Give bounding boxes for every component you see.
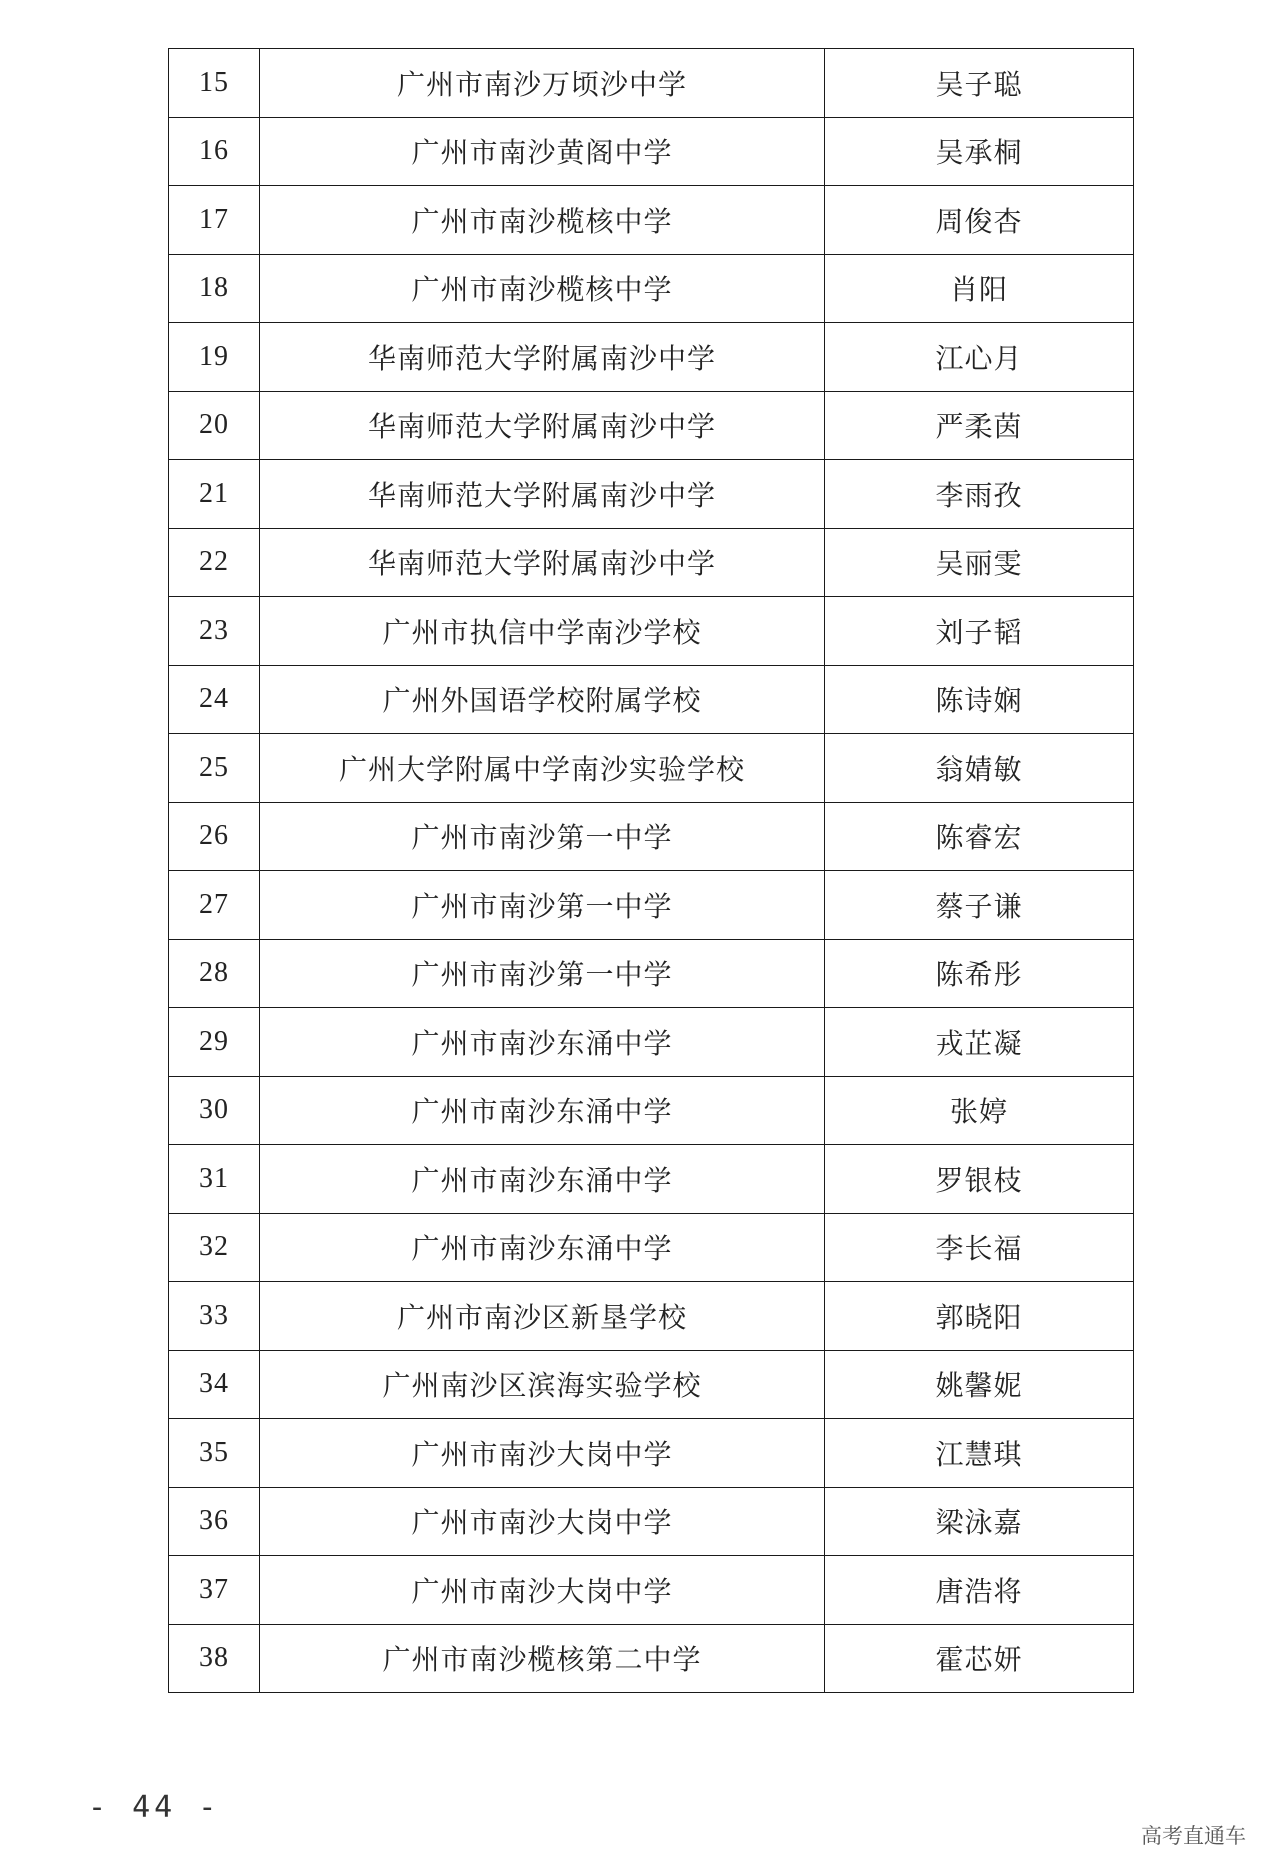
table-row [169, 460, 1134, 529]
row-number-cell: 31 [169, 1145, 260, 1214]
table-row [169, 1419, 1134, 1488]
student-name-cell: 戎芷凝 [825, 1008, 1134, 1077]
student-name-cell: 吴丽雯 [825, 528, 1134, 597]
student-name-cell: 张婷 [825, 1076, 1134, 1145]
row-number-cell: 21 [169, 460, 260, 529]
row-number-cell: 24 [169, 665, 260, 734]
student-name-cell: 翁婧敏 [825, 734, 1134, 803]
school-name-cell: 广州南沙区滨海实验学校 [260, 1350, 825, 1419]
table-row [169, 528, 1134, 597]
row-number-cell: 26 [169, 802, 260, 871]
student-name-cell: 陈诗娴 [825, 665, 1134, 734]
table-row [169, 1008, 1134, 1077]
school-name-cell: 华南师范大学附属南沙中学 [260, 460, 825, 529]
table-row [169, 1556, 1134, 1625]
table-row [169, 665, 1134, 734]
row-number-cell: 18 [169, 254, 260, 323]
table-row [169, 323, 1134, 392]
row-number-cell: 19 [169, 323, 260, 392]
student-name-cell: 罗银枝 [825, 1145, 1134, 1214]
school-name-cell: 广州市执信中学南沙学校 [260, 597, 825, 666]
row-number-cell: 29 [169, 1008, 260, 1077]
table-row [169, 939, 1134, 1008]
student-list-table [168, 48, 1134, 1693]
school-name-cell: 华南师范大学附属南沙中学 [260, 528, 825, 597]
row-number-cell: 36 [169, 1487, 260, 1556]
school-name-cell: 华南师范大学附属南沙中学 [260, 391, 825, 460]
table-row [169, 254, 1134, 323]
student-name-cell: 梁泳嘉 [825, 1487, 1134, 1556]
school-name-cell: 广州市南沙第一中学 [260, 802, 825, 871]
table-row [169, 1624, 1134, 1693]
school-name-cell: 广州市南沙东涌中学 [260, 1076, 825, 1145]
student-name-cell: 李长福 [825, 1213, 1134, 1282]
student-name-cell: 陈睿宏 [825, 802, 1134, 871]
row-number-cell: 25 [169, 734, 260, 803]
school-name-cell: 华南师范大学附属南沙中学 [260, 323, 825, 392]
school-name-cell: 广州市南沙东涌中学 [260, 1213, 825, 1282]
student-name-cell: 江慧琪 [825, 1419, 1134, 1488]
row-number-cell: 27 [169, 871, 260, 940]
student-name-cell: 姚馨妮 [825, 1350, 1134, 1419]
table-row [169, 49, 1134, 118]
row-number-cell: 22 [169, 528, 260, 597]
table-row [169, 1145, 1134, 1214]
row-number-cell: 34 [169, 1350, 260, 1419]
watermark: 高考直通车 [1141, 1824, 1246, 1848]
table-row [169, 391, 1134, 460]
row-number-cell: 28 [169, 939, 260, 1008]
page-number: - 44 - [88, 1790, 221, 1825]
row-number-cell: 20 [169, 391, 260, 460]
school-name-cell: 广州市南沙东涌中学 [260, 1145, 825, 1214]
student-name-cell: 周俊杏 [825, 186, 1134, 255]
table-row [169, 186, 1134, 255]
school-name-cell: 广州市南沙榄核第二中学 [260, 1624, 825, 1693]
row-number-cell: 23 [169, 597, 260, 666]
table-row [169, 1213, 1134, 1282]
student-name-cell: 吴子聪 [825, 49, 1134, 118]
row-number-cell: 33 [169, 1282, 260, 1351]
table-row [169, 871, 1134, 940]
row-number-cell: 38 [169, 1624, 260, 1693]
student-name-cell: 霍芯妍 [825, 1624, 1134, 1693]
table-row [169, 1350, 1134, 1419]
table-row [169, 1282, 1134, 1351]
student-name-cell: 江心月 [825, 323, 1134, 392]
school-name-cell: 广州市南沙榄核中学 [260, 254, 825, 323]
school-name-cell: 广州外国语学校附属学校 [260, 665, 825, 734]
school-name-cell: 广州市南沙大岗中学 [260, 1556, 825, 1625]
student-name-cell: 郭晓阳 [825, 1282, 1134, 1351]
school-name-cell: 广州市南沙榄核中学 [260, 186, 825, 255]
row-number-cell: 30 [169, 1076, 260, 1145]
table-body [169, 49, 1134, 1693]
school-name-cell: 广州市南沙黄阁中学 [260, 117, 825, 186]
school-name-cell: 广州市南沙东涌中学 [260, 1008, 825, 1077]
table-row [169, 597, 1134, 666]
student-name-cell: 唐浩将 [825, 1556, 1134, 1625]
row-number-cell: 37 [169, 1556, 260, 1625]
student-name-cell: 吴承桐 [825, 117, 1134, 186]
student-name-cell: 李雨孜 [825, 460, 1134, 529]
row-number-cell: 16 [169, 117, 260, 186]
school-name-cell: 广州市南沙第一中学 [260, 871, 825, 940]
row-number-cell: 17 [169, 186, 260, 255]
school-name-cell: 广州市南沙大岗中学 [260, 1419, 825, 1488]
student-name-cell: 刘子韬 [825, 597, 1134, 666]
student-name-cell: 陈希彤 [825, 939, 1134, 1008]
student-name-cell: 蔡子谦 [825, 871, 1134, 940]
row-number-cell: 35 [169, 1419, 260, 1488]
school-name-cell: 广州市南沙万顷沙中学 [260, 49, 825, 118]
row-number-cell: 15 [169, 49, 260, 118]
table-row [169, 734, 1134, 803]
table-row [169, 117, 1134, 186]
school-name-cell: 广州市南沙区新垦学校 [260, 1282, 825, 1351]
student-name-cell: 肖阳 [825, 254, 1134, 323]
table-row [169, 1487, 1134, 1556]
table-row [169, 1076, 1134, 1145]
school-name-cell: 广州市南沙大岗中学 [260, 1487, 825, 1556]
school-name-cell: 广州大学附属中学南沙实验学校 [260, 734, 825, 803]
student-name-cell: 严柔茵 [825, 391, 1134, 460]
row-number-cell: 32 [169, 1213, 260, 1282]
school-name-cell: 广州市南沙第一中学 [260, 939, 825, 1008]
table-row [169, 802, 1134, 871]
